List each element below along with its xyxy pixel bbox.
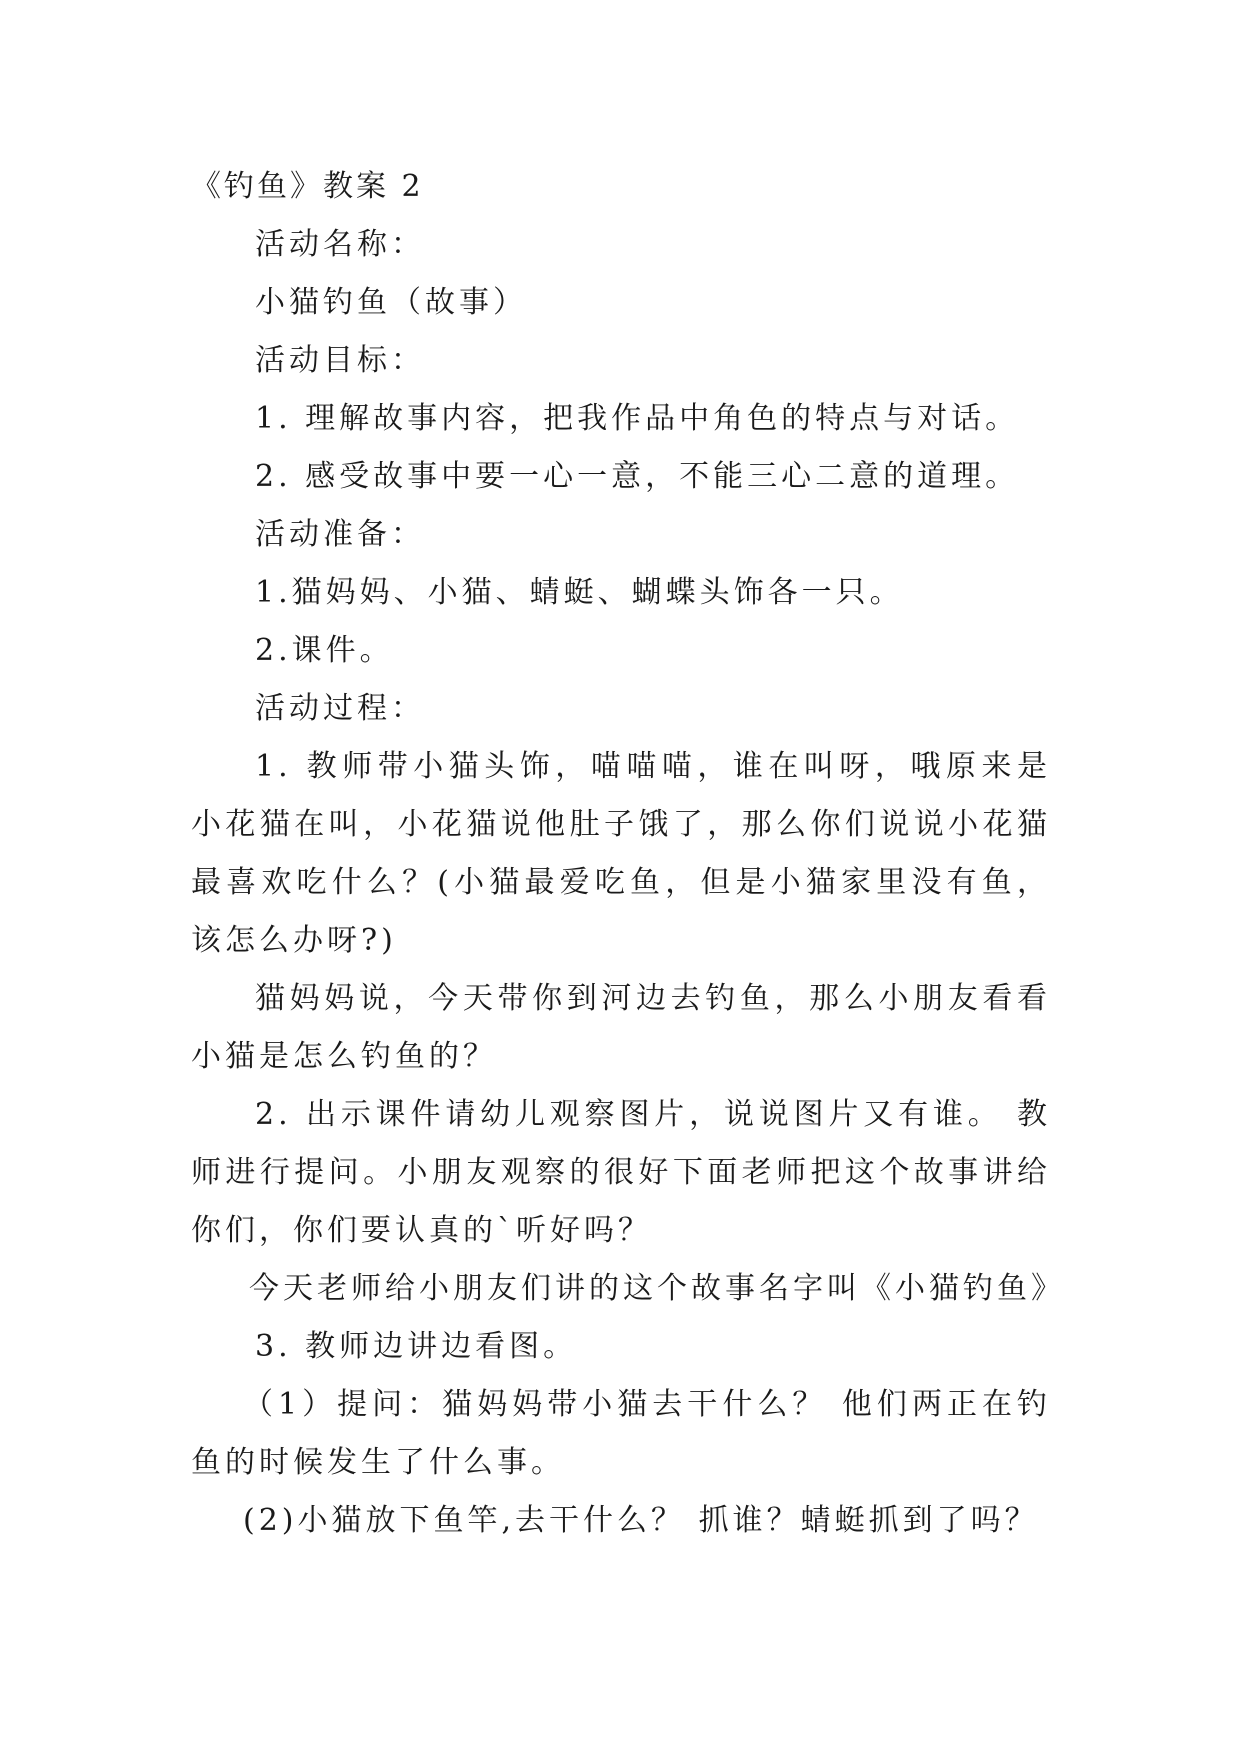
process-paragraph-3: 2. 出示课件请幼儿观察图片，说说图片又有谁。 教师进行提问。小朋友观察的很好下面老师把这个故事讲给你们，你们要认真的`听好吗？ (191, 1097, 1051, 1248)
preparation-item-2: 2.课件。 (255, 633, 394, 668)
preparation-item-1: 1.猫妈妈、小猫、蜻蜓、蝴蝶头饰各一只。 (255, 575, 904, 610)
process-paragraph-1: 1. 教师带小猫头饰，喵喵喵，谁在叫呀，哦原来是小花猫在叫，小花猫说他肚子饿了，那么你们说说小花猫最喜欢吃什么？(小猫最爱吃鱼，但是小猫家里没有鱼，该怎么办呀?) (191, 749, 1051, 958)
heading-activity-goals: 活动目标： (255, 343, 425, 378)
question-2-line: (2)小猫放下鱼竿,去干什么？ 抓谁？蜻蜓抓到了吗？ (243, 1503, 1039, 1538)
goal-item-2: 2. 感受故事中要一心一意，不能三心二意的道理。 (255, 459, 1020, 494)
story-name-line: 今天老师给小朋友们讲的这个故事名字叫《小猫钓鱼》 (249, 1271, 1065, 1306)
activity-name-value: 小猫钓鱼（故事） (255, 285, 527, 320)
goal-item-1: 1. 理解故事内容，把我作品中角色的特点与对话。 (255, 401, 1020, 436)
process-step-3: 3. 教师边讲边看图。 (255, 1329, 578, 1364)
document-title: 《钓鱼》教案 2 (191, 169, 424, 204)
heading-activity-name: 活动名称： (255, 227, 425, 262)
document-body (191, 158, 1065, 1550)
heading-activity-preparation: 活动准备： (255, 517, 425, 552)
heading-activity-process: 活动过程： (255, 691, 425, 726)
question-1-paragraph: （1）提问：猫妈妈带小猫去干什么？ 他们两正在钓鱼的时候发生了什么事。 (191, 1387, 1051, 1480)
process-paragraph-2: 猫妈妈说，今天带你到河边去钓鱼，那么小朋友看看小猫是怎么钓鱼的？ (191, 981, 1051, 1074)
